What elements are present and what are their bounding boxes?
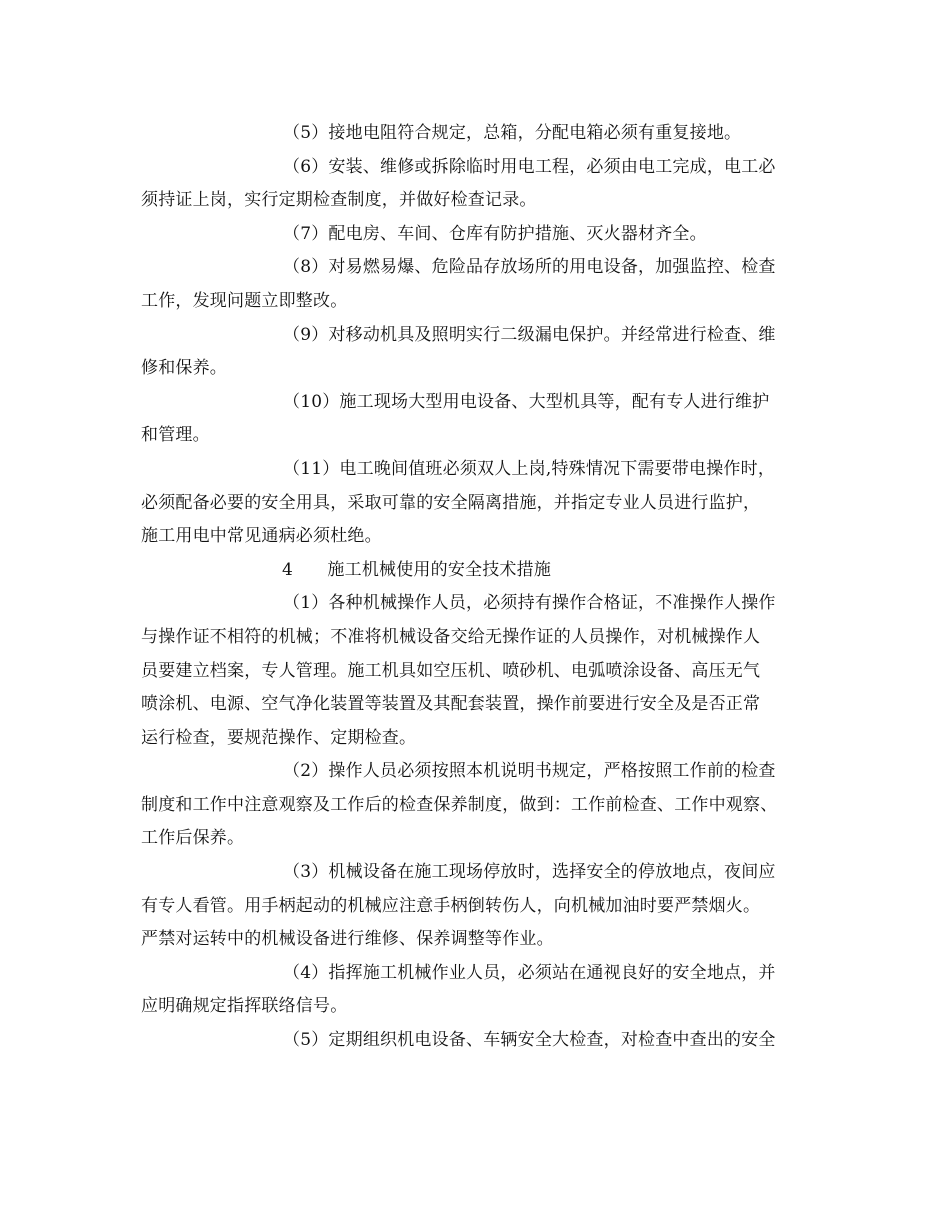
paragraph-line: 修和保养。 (141, 358, 227, 379)
paragraph-line: （10）施工现场大型用电设备、大型机具等，配有专人进行维护 (283, 391, 770, 412)
paragraph-line: 和管理。 (141, 425, 210, 446)
paragraph-line: （3）机械设备在施工现场停放时，选择安全的停放地点，夜间应 (283, 862, 776, 883)
paragraph-line: 员要建立档案，专人管理。施工机具如空压机、喷砂机、电弧喷涂设备、高压无气 (141, 660, 761, 681)
paragraph-line: （8）对易燃易爆、危险品存放场所的用电设备，加强监控、检查 (283, 257, 776, 278)
paragraph-line: （11）电工晚间值班必须双人上岗,特殊情况下需要带电操作时， (283, 458, 776, 479)
paragraph-line: 运行检查，要规范操作、定期检查。 (141, 727, 417, 748)
document-body (141, 117, 816, 1058)
paragraph-line: 严禁对运转中的机械设备进行维修、保养调整等作业。 (141, 929, 554, 950)
paragraph-line: 喷涂机、电源、空气净化装置等装置及其配套装置，操作前要进行安全及是否正常 (141, 694, 761, 715)
paragraph-line: （9）对移动机具及照明实行二级漏电保护。并经常进行检查、维 (283, 324, 776, 345)
paragraph-line: （7）配电房、车间、仓库有防护措施、灭火器材齐全。 (283, 223, 707, 244)
paragraph-line: 工作，发现问题立即整改。 (141, 290, 348, 311)
paragraph-line: 必须配备必要的安全用具，采取可靠的安全隔离措施，并指定专业人员进行监护， (141, 492, 761, 513)
paragraph-line: （5）接地电阻符合规定，总箱，分配电箱必须有重复接地。 (283, 123, 742, 143)
paragraph-line: 施工用电中常见通病必须杜绝。 (141, 526, 382, 547)
paragraph-line: 应明确规定指挥联络信号。 (141, 996, 348, 1017)
paragraph-line: （5）定期组织机电设备、车辆安全大检查，对检查中查出的安全 (283, 1030, 776, 1051)
paragraph-line: （1）各种机械操作人员，必须持有操作合格证，不准操作人操作 (283, 593, 776, 614)
paragraph-line: 制度和工作中注意观察及工作后的检查保养制度，做到：工作前检查、工作中观察、 (141, 794, 778, 815)
paragraph-line: 须持证上岗，实行定期检查制度，并做好检查记录。 (141, 190, 537, 211)
paragraph-line: 工作后保养。 (141, 828, 245, 849)
paragraph-line: （4）指挥施工机械作业人员，必须站在通视良好的安全地点，并 (283, 962, 776, 983)
section-heading: 4 施工机械使用的安全技术措施 (282, 559, 552, 580)
paragraph-line: （6）安装、维修或拆除临时用电工程，必须由电工完成，电工必 (283, 156, 776, 177)
paragraph-line: 与操作证不相符的机械；不准将机械设备交给无操作证的人员操作，对机械操作人 (141, 626, 761, 647)
paragraph-line: （2）操作人员必须按照本机说明书规定，严格按照工作前的检查 (283, 761, 776, 782)
paragraph-line: 有专人看管。用手柄起动的机械应注意手柄倒转伤人，向机械加油时要严禁烟火。 (141, 895, 761, 916)
